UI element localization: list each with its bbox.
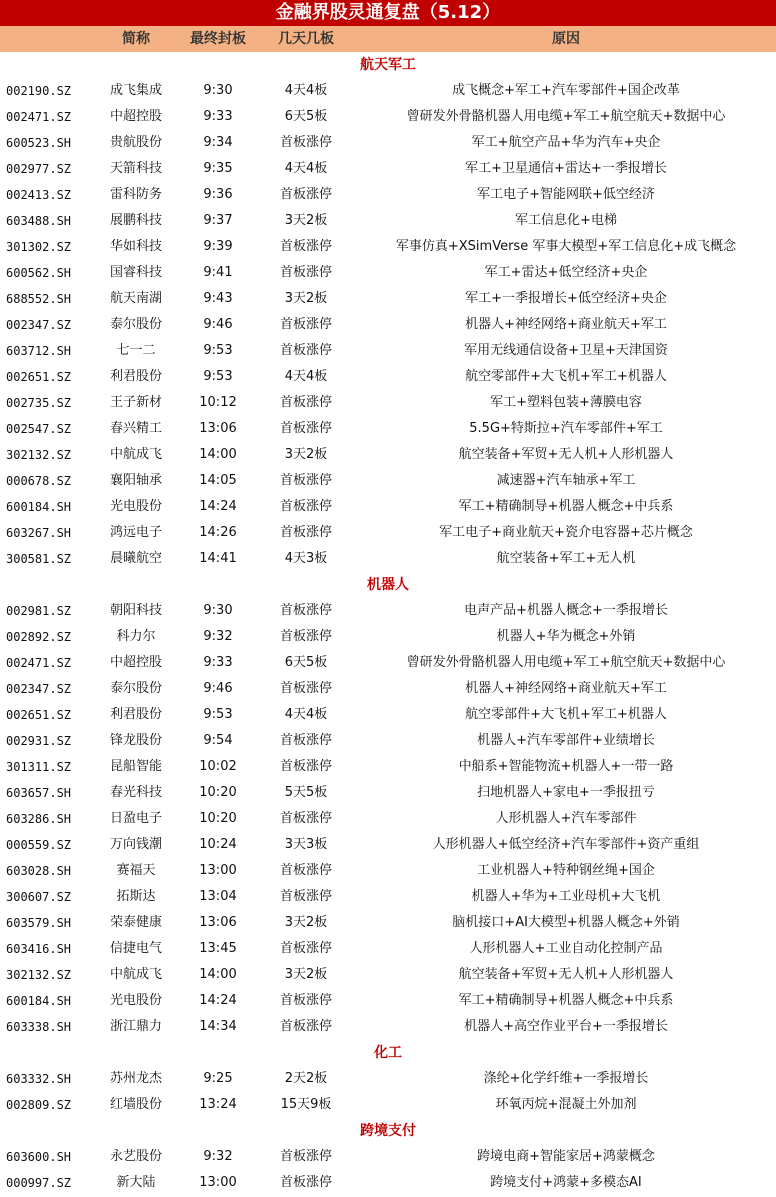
days-boards: 首板涨停 <box>279 421 332 436</box>
reason: 航空装备+军贸+无人机+人形机器人 <box>458 447 674 462</box>
stock-code: 300607.SZ <box>6 890 72 904</box>
stock-name: 晨曦航空 <box>109 551 162 566</box>
table-row <box>0 416 776 442</box>
stock-code: 000997.SZ <box>6 1176 72 1190</box>
header-code <box>0 26 92 52</box>
reason: 机器人+高空作业平台+一季报增长 <box>464 1019 668 1034</box>
stock-name: 信捷电气 <box>109 941 162 956</box>
stock-code: 002471.SZ <box>6 110 72 124</box>
reason: 军工+塑料包装+薄膜电容 <box>490 395 642 410</box>
table-row <box>0 182 776 208</box>
final-seal-time: 9:33 <box>203 655 233 670</box>
table-row <box>0 910 776 936</box>
reason: 军工+一季报增长+低空经济+央企 <box>465 291 667 306</box>
days-boards: 首板涨停 <box>279 1175 332 1190</box>
stock-code: 603028.SH <box>6 864 72 878</box>
final-seal-time: 13:04 <box>199 889 237 904</box>
stock-name: 利君股份 <box>109 707 162 722</box>
days-boards: 5天5板 <box>284 785 328 800</box>
days-boards: 3天2板 <box>284 447 328 462</box>
header-final-seal: 最终封板 <box>190 31 246 47</box>
reason: 机器人+神经网络+商业航天+军工 <box>465 681 667 696</box>
table-row <box>0 1170 776 1196</box>
final-seal-time: 14:00 <box>199 967 237 982</box>
final-seal-time: 10:20 <box>199 785 237 800</box>
final-seal-time: 9:32 <box>203 629 233 644</box>
days-boards: 首板涨停 <box>279 811 332 826</box>
reason: 减速器+汽车轴承+军工 <box>496 473 636 488</box>
stock-name: 雷科防务 <box>109 187 162 202</box>
stock-name: 日盈电子 <box>109 811 162 826</box>
stock-code: 600523.SH <box>6 136 72 150</box>
reason: 机器人+华为概念+外销 <box>496 629 636 644</box>
final-seal-time: 9:53 <box>203 343 233 358</box>
reason: 机器人+华为+工业母机+大飞机 <box>471 889 661 904</box>
stock-code: 603416.SH <box>6 942 72 956</box>
days-boards: 首板涨停 <box>279 759 332 774</box>
stock-code: 002651.SZ <box>6 708 72 722</box>
stock-code: 002735.SZ <box>6 396 72 410</box>
stock-name: 荣泰健康 <box>109 915 162 930</box>
stock-name: 天箭科技 <box>109 161 162 176</box>
reason: 曾研发外骨骼机器人用电缆+军工+航空航天+数据中心 <box>406 109 726 124</box>
stock-code: 600184.SH <box>6 994 72 1008</box>
days-boards: 首板涨停 <box>279 681 332 696</box>
stock-code: 301311.SZ <box>6 760 72 774</box>
days-boards: 首板涨停 <box>279 941 332 956</box>
reason: 军用无线通信设备+卫星+天津国资 <box>464 343 668 358</box>
days-boards: 3天2板 <box>284 915 328 930</box>
final-seal-time: 9:46 <box>203 317 233 332</box>
table-row <box>0 1066 776 1092</box>
stock-code: 600562.SH <box>6 266 72 280</box>
table-row <box>0 936 776 962</box>
stock-name: 科力尔 <box>116 629 156 644</box>
stock-name: 红墙股份 <box>109 1097 162 1112</box>
final-seal-time: 9:34 <box>203 135 233 150</box>
final-seal-time: 14:24 <box>199 499 237 514</box>
stock-code: 002931.SZ <box>6 734 72 748</box>
final-seal-time: 13:00 <box>199 863 237 878</box>
days-boards: 首板涨停 <box>279 1149 332 1164</box>
days-boards: 15天9板 <box>280 1097 332 1112</box>
stock-name: 中超控股 <box>109 109 162 124</box>
stock-name: 国睿科技 <box>109 265 162 280</box>
final-seal-time: 13:06 <box>199 421 237 436</box>
reason: 军工+航空产品+华为汽车+央企 <box>471 135 661 150</box>
stock-name: 万向钱潮 <box>109 837 162 852</box>
final-seal-time: 14:41 <box>199 551 237 566</box>
stock-name: 苏州龙杰 <box>109 1071 162 1086</box>
days-boards: 3天3板 <box>284 837 328 852</box>
final-seal-time: 13:24 <box>199 1097 237 1112</box>
stock-code: 002471.SZ <box>6 656 72 670</box>
final-seal-time: 9:46 <box>203 681 233 696</box>
table-row <box>0 754 776 780</box>
days-boards: 首板涨停 <box>279 525 332 540</box>
final-seal-time: 10:20 <box>199 811 237 826</box>
stock-code: 603600.SH <box>6 1150 72 1164</box>
stock-name: 锋龙股份 <box>109 733 162 748</box>
reason: 军工+雷达+低空经济+央企 <box>484 265 648 280</box>
days-boards: 6天5板 <box>284 109 328 124</box>
stock-name: 王子新材 <box>109 395 162 410</box>
days-boards: 首板涨停 <box>279 473 332 488</box>
final-seal-time: 9:30 <box>203 603 233 618</box>
stock-code: 002413.SZ <box>6 188 72 202</box>
days-boards: 3天2板 <box>284 967 328 982</box>
days-boards: 首板涨停 <box>279 135 332 150</box>
reason: 脑机接口+AI大模型+机器人概念+外销 <box>452 915 680 930</box>
table-row <box>0 286 776 312</box>
final-seal-time: 9:53 <box>203 707 233 722</box>
reason: 工业机器人+特种钢丝绳+国企 <box>477 863 655 878</box>
table-row <box>0 468 776 494</box>
table-row <box>0 208 776 234</box>
stock-code: 002651.SZ <box>6 370 72 384</box>
final-seal-time: 9:30 <box>203 83 233 98</box>
stock-code: 603712.SH <box>6 344 72 358</box>
final-seal-time: 14:00 <box>199 447 237 462</box>
table-row <box>0 728 776 754</box>
stock-code: 603657.SH <box>6 786 72 800</box>
reason: 人形机器人+工业自动化控制产品 <box>469 941 663 956</box>
stock-code: 300581.SZ <box>6 552 72 566</box>
stock-name: 新大陆 <box>116 1175 156 1190</box>
stock-code: 603338.SH <box>6 1020 72 1034</box>
stock-code: 603488.SH <box>6 214 72 228</box>
stock-code: 002347.SZ <box>6 682 72 696</box>
stock-code: 600184.SH <box>6 500 72 514</box>
stock-name: 春光科技 <box>109 785 162 800</box>
days-boards: 首板涨停 <box>279 629 332 644</box>
days-boards: 首板涨停 <box>279 395 332 410</box>
table-row <box>0 234 776 260</box>
days-boards: 首板涨停 <box>279 889 332 904</box>
reason: 涤纶+化学纤维+一季报增长 <box>483 1071 649 1086</box>
reason: 曾研发外骨骼机器人用电缆+军工+航空航天+数据中心 <box>406 655 726 670</box>
stock-name: 泰尔股份 <box>109 681 162 696</box>
stock-name: 永艺股份 <box>109 1149 162 1164</box>
reason: 中船系+智能物流+机器人+一带一路 <box>458 759 674 774</box>
final-seal-time: 13:45 <box>199 941 237 956</box>
stock-code: 302132.SZ <box>6 968 72 982</box>
reason: 成飞概念+军工+汽车零部件+国企改革 <box>452 83 680 98</box>
stock-name: 泰尔股份 <box>109 317 162 332</box>
stock-name: 利君股份 <box>109 369 162 384</box>
stock-name: 春兴精工 <box>109 421 162 436</box>
stock-code: 002892.SZ <box>6 630 72 644</box>
table-row <box>0 312 776 338</box>
table-row <box>0 650 776 676</box>
reason: 航空零部件+大飞机+军工+机器人 <box>465 707 667 722</box>
stock-code: 301302.SZ <box>6 240 72 254</box>
final-seal-time: 9:33 <box>203 109 233 124</box>
final-seal-time: 14:05 <box>199 473 237 488</box>
stock-code: 002347.SZ <box>6 318 72 332</box>
stock-code: 002981.SZ <box>6 604 72 618</box>
days-boards: 6天5板 <box>284 655 328 670</box>
reason: 电声产品+机器人概念+一季报增长 <box>464 603 668 618</box>
stock-code: 603579.SH <box>6 916 72 930</box>
stock-code: 002977.SZ <box>6 162 72 176</box>
final-seal-time: 10:02 <box>199 759 237 774</box>
days-boards: 首板涨停 <box>279 265 332 280</box>
reason: 跨境电商+智能家居+鸿蒙概念 <box>477 1149 655 1164</box>
final-seal-time: 9:35 <box>203 161 233 176</box>
stock-code: 002547.SZ <box>6 422 72 436</box>
days-boards: 2天2板 <box>284 1071 328 1086</box>
final-seal-time: 10:12 <box>199 395 237 410</box>
table-row <box>0 1014 776 1040</box>
final-seal-time: 13:06 <box>199 915 237 930</box>
header-name: 简称 <box>122 31 150 47</box>
stock-name: 光电股份 <box>109 499 162 514</box>
reason: 机器人+神经网络+商业航天+军工 <box>465 317 667 332</box>
stock-name: 中航成飞 <box>109 967 162 982</box>
section-title: 化工 <box>374 1045 402 1061</box>
table-row <box>0 1144 776 1170</box>
table-row <box>0 260 776 286</box>
stock-name: 昆船智能 <box>109 759 162 774</box>
final-seal-time: 9:37 <box>203 213 233 228</box>
reason: 军事仿真+XSimVerse 军事大模型+军工信息化+成飞概念 <box>395 239 737 254</box>
final-seal-time: 13:00 <box>199 1175 237 1190</box>
final-seal-time: 9:36 <box>203 187 233 202</box>
table-row <box>0 390 776 416</box>
final-seal-time: 10:24 <box>199 837 237 852</box>
days-boards: 首板涨停 <box>279 733 332 748</box>
table-body <box>0 52 776 1196</box>
table-row <box>0 364 776 390</box>
section-title: 跨境支付 <box>360 1123 416 1139</box>
stock-code: 603267.SH <box>6 526 72 540</box>
stock-name: 浙江鼎力 <box>109 1019 162 1034</box>
reason: 军工电子+智能网联+低空经济 <box>477 187 655 202</box>
table-row <box>0 546 776 572</box>
final-seal-time: 14:26 <box>199 525 237 540</box>
reason: 人形机器人+低空经济+汽车零部件+资产重组 <box>432 837 700 852</box>
days-boards: 首板涨停 <box>279 863 332 878</box>
final-seal-time: 14:34 <box>199 1019 237 1034</box>
reason: 军工电子+商业航天+瓷介电容器+芯片概念 <box>439 525 693 540</box>
days-boards: 4天4板 <box>284 83 328 98</box>
reason: 航空装备+军贸+无人机+人形机器人 <box>458 967 674 982</box>
reason: 航空装备+军工+无人机 <box>496 551 636 566</box>
stock-name: 七一二 <box>116 343 156 358</box>
table-header <box>0 26 776 52</box>
stock-code: 002809.SZ <box>6 1098 72 1112</box>
table-row <box>0 78 776 104</box>
table-row <box>0 104 776 130</box>
table-row <box>0 494 776 520</box>
table-row <box>0 624 776 650</box>
final-seal-time: 9:39 <box>203 239 233 254</box>
stock-name: 鸿远电子 <box>109 525 162 540</box>
stock-name: 贵航股份 <box>109 135 162 150</box>
stock-name: 中超控股 <box>109 655 162 670</box>
reason: 军工+精确制导+机器人概念+中兵系 <box>458 499 674 514</box>
stock-name: 展鹏科技 <box>109 213 162 228</box>
table-row <box>0 676 776 702</box>
table-row <box>0 156 776 182</box>
table-row <box>0 858 776 884</box>
days-boards: 首板涨停 <box>279 603 332 618</box>
days-boards: 首板涨停 <box>279 993 332 1008</box>
table-row <box>0 988 776 1014</box>
days-boards: 4天4板 <box>284 707 328 722</box>
table-row <box>0 806 776 832</box>
stock-name: 襄阳轴承 <box>109 473 162 488</box>
header-days-boards: 几天几板 <box>278 31 334 47</box>
reason: 5.5G+特斯拉+汽车零部件+军工 <box>469 421 663 436</box>
days-boards: 首板涨停 <box>279 1019 332 1034</box>
final-seal-time: 9:41 <box>203 265 233 280</box>
final-seal-time: 9:43 <box>203 291 233 306</box>
section-title: 机器人 <box>367 577 409 593</box>
days-boards: 4天4板 <box>284 161 328 176</box>
header-reason: 原因 <box>552 31 580 47</box>
table-row <box>0 832 776 858</box>
stock-code: 000559.SZ <box>6 838 72 852</box>
days-boards: 首板涨停 <box>279 499 332 514</box>
table-row <box>0 598 776 624</box>
reason: 军工+卫星通信+雷达+一季报增长 <box>465 161 667 176</box>
days-boards: 4天3板 <box>284 551 328 566</box>
stock-code: 603286.SH <box>6 812 72 826</box>
stock-code: 002190.SZ <box>6 84 72 98</box>
stock-name: 朝阳科技 <box>109 603 162 618</box>
final-seal-time: 9:54 <box>203 733 233 748</box>
reason: 机器人+汽车零部件+业绩增长 <box>477 733 655 748</box>
final-seal-time: 9:32 <box>203 1149 233 1164</box>
stock-name: 拓斯达 <box>116 889 156 904</box>
stock-name: 光电股份 <box>109 993 162 1008</box>
stock-code: 603332.SH <box>6 1072 72 1086</box>
days-boards: 3天2板 <box>284 291 328 306</box>
days-boards: 3天2板 <box>284 213 328 228</box>
final-seal-time: 9:53 <box>203 369 233 384</box>
final-seal-time: 14:24 <box>199 993 237 1008</box>
stock-code: 302132.SZ <box>6 448 72 462</box>
days-boards: 首板涨停 <box>279 187 332 202</box>
days-boards: 4天4板 <box>284 369 328 384</box>
stock-name: 华如科技 <box>109 239 162 254</box>
reason: 军工+精确制导+机器人概念+中兵系 <box>458 993 674 1008</box>
days-boards: 首板涨停 <box>279 317 332 332</box>
table-row <box>0 130 776 156</box>
reason: 军工信息化+电梯 <box>515 213 617 228</box>
table-row <box>0 962 776 988</box>
final-seal-time: 9:25 <box>203 1071 233 1086</box>
table-row <box>0 780 776 806</box>
table-row <box>0 338 776 364</box>
stock-code: 000678.SZ <box>6 474 72 488</box>
reason: 扫地机器人+家电+一季报扭亏 <box>477 785 655 800</box>
stock-name: 成飞集成 <box>109 83 162 98</box>
stock-name: 赛福天 <box>116 863 156 878</box>
table-row <box>0 520 776 546</box>
reason: 跨境支付+鸿蒙+多模态AI <box>490 1175 642 1190</box>
table-row <box>0 702 776 728</box>
stock-code: 688552.SH <box>6 292 72 306</box>
reason: 环氧丙烷+混凝土外加剂 <box>495 1097 637 1112</box>
table-row <box>0 884 776 910</box>
section-title: 航天军工 <box>360 57 416 73</box>
table-row <box>0 442 776 468</box>
days-boards: 首板涨停 <box>279 239 332 254</box>
page-title: 金融界股灵通复盘（5.12） <box>0 0 776 26</box>
stock-name: 航天南湖 <box>109 291 162 306</box>
reason: 航空零部件+大飞机+军工+机器人 <box>465 369 667 384</box>
days-boards: 首板涨停 <box>279 343 332 358</box>
stock-name: 中航成飞 <box>109 447 162 462</box>
reason: 人形机器人+汽车零部件 <box>495 811 637 826</box>
table-row <box>0 1092 776 1118</box>
